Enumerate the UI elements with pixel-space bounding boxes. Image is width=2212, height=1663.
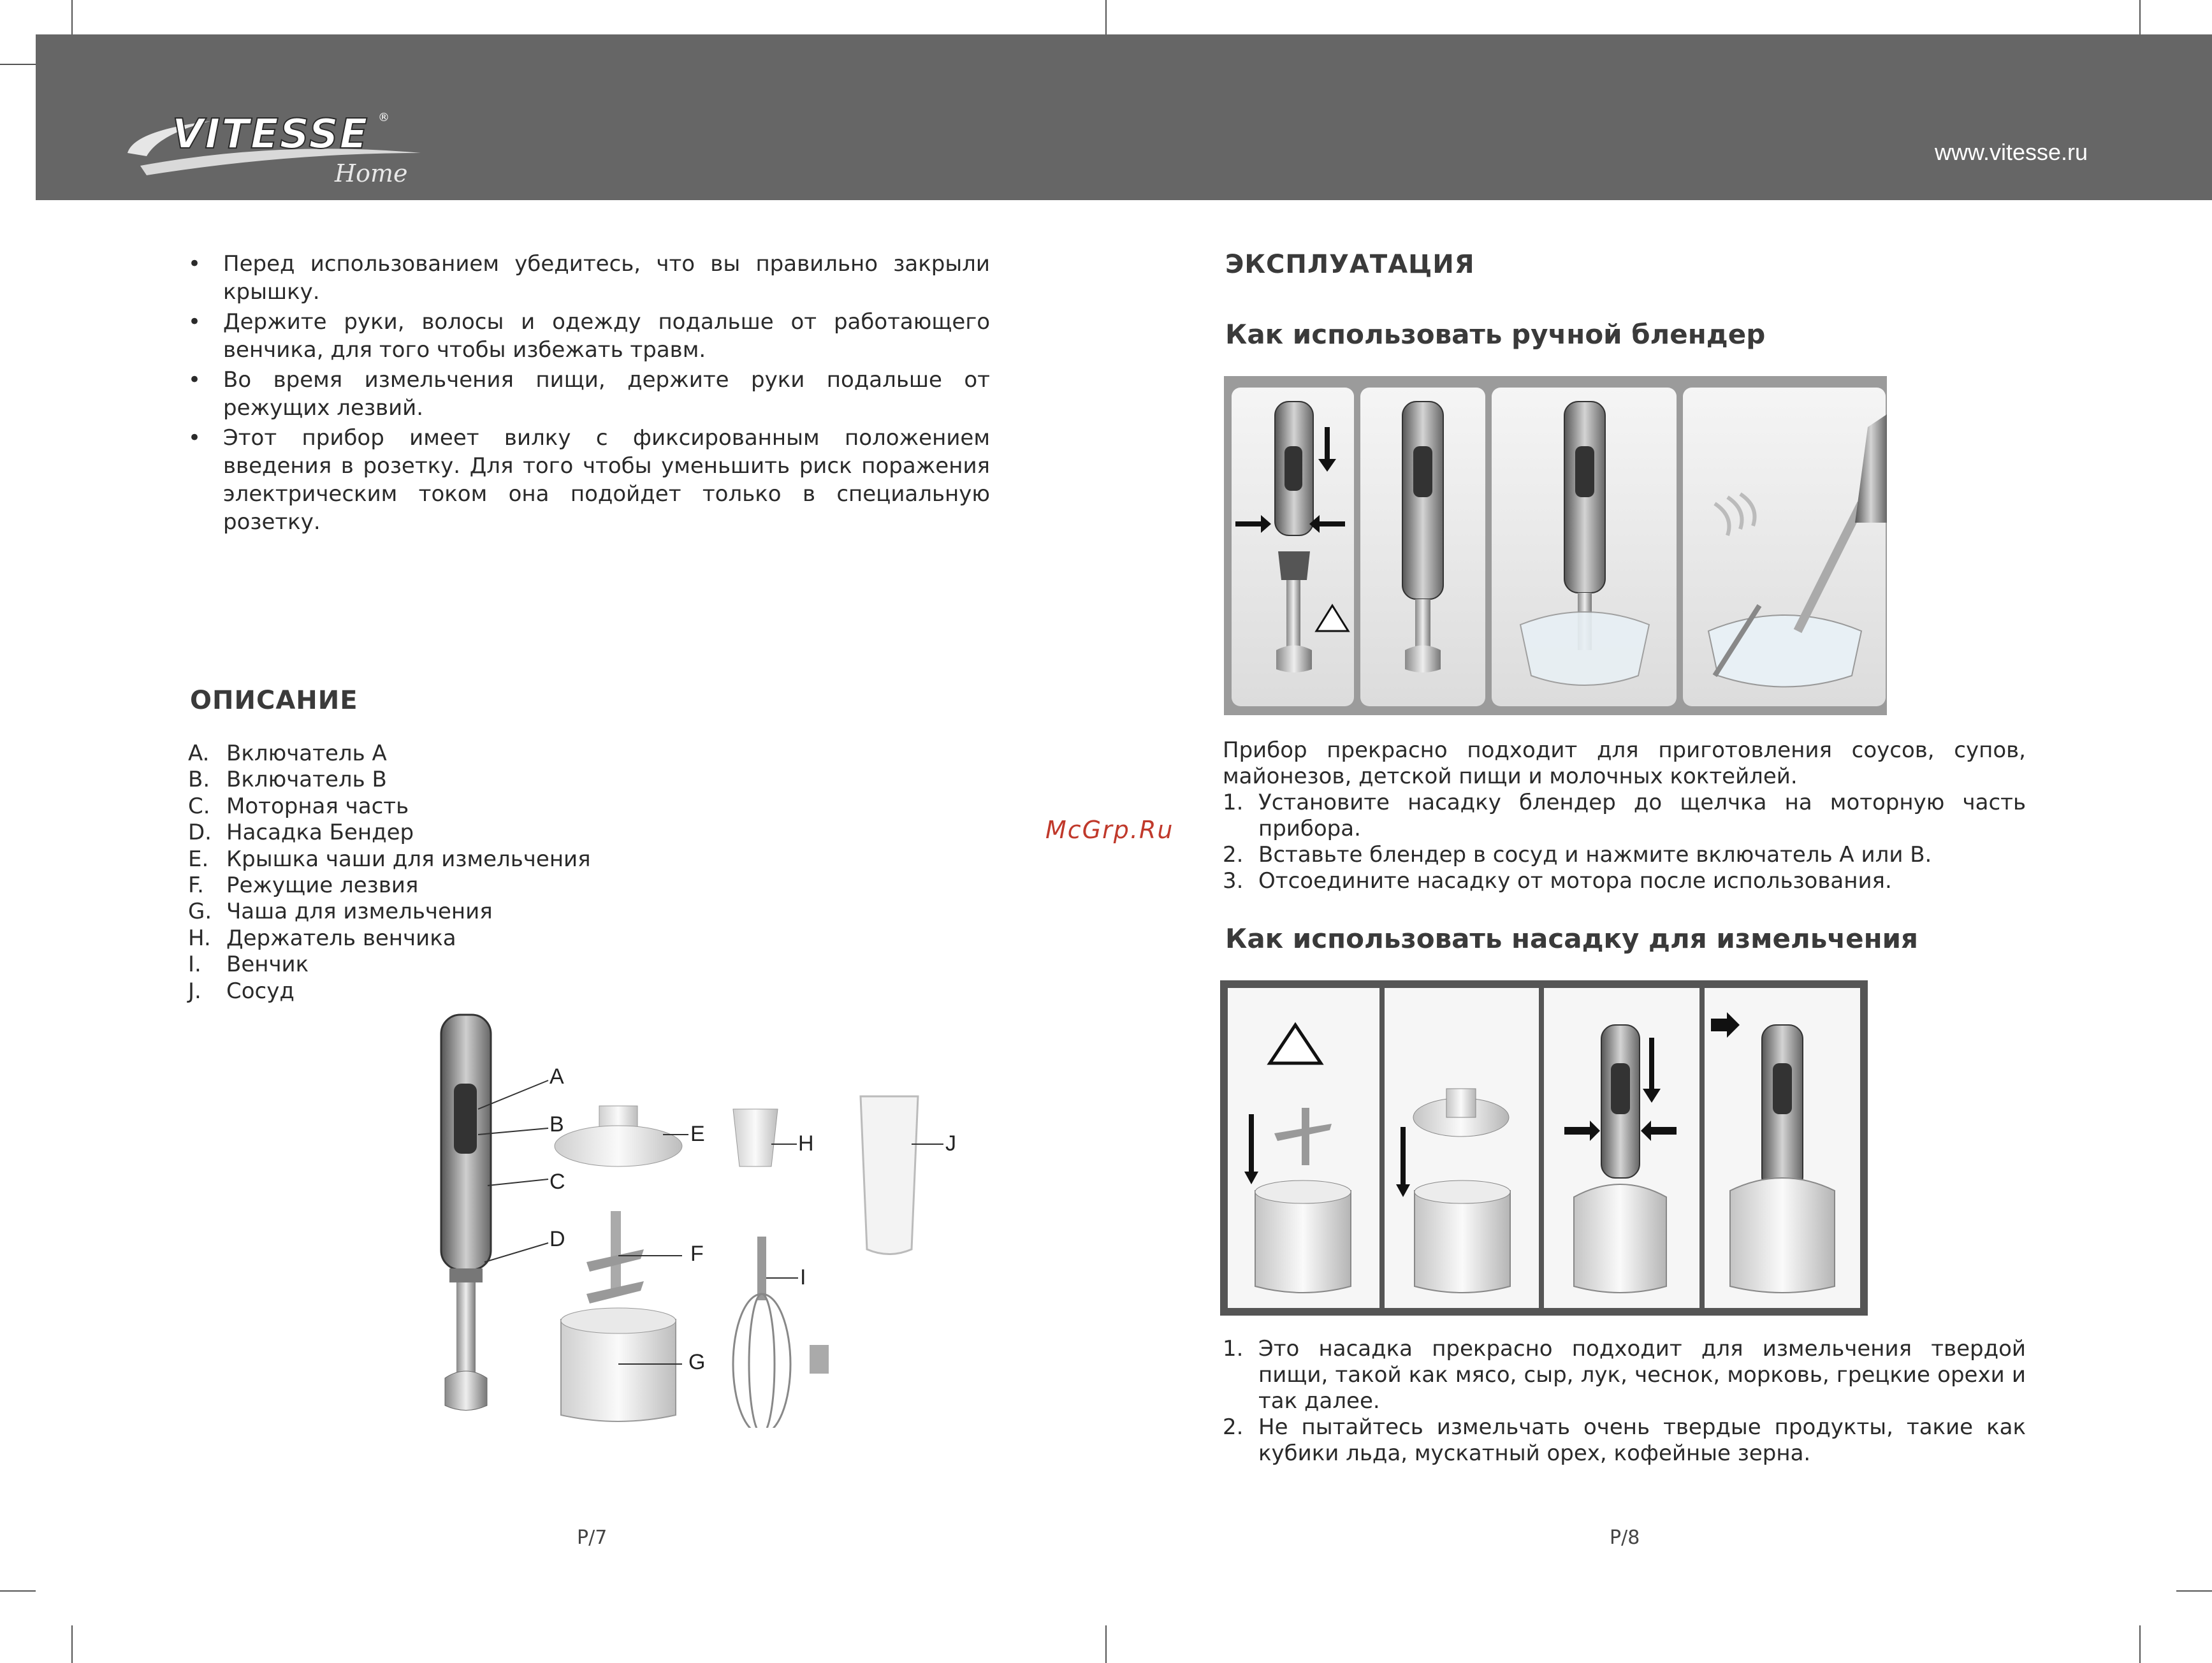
safety-bullet-list — [188, 250, 990, 538]
crop-mark — [2139, 1625, 2141, 1663]
list-item: • Перед использованием убедитесь, что вы правильно закрыли крышку. — [188, 250, 990, 306]
vitesse-logo — [121, 96, 427, 191]
chopper-steps-list — [1223, 1336, 2026, 1467]
svg-text:Home: Home — [335, 159, 408, 187]
diagram-label-f: F — [690, 1242, 704, 1266]
list-item: 2. Вставьте блендер в сосуд и нажмите включатель A или B. — [1223, 842, 1932, 868]
svg-text:®: ® — [378, 111, 389, 124]
blender-steps-list — [1223, 790, 2026, 894]
diagram-label-g: G — [688, 1350, 706, 1374]
crop-mark — [0, 64, 36, 65]
list-item: • Держите руки, волосы и одежду подальше от работающего венчика, для того чтобы избежать травм. — [188, 308, 990, 364]
diagram-label-a: A — [549, 1064, 564, 1089]
crop-mark — [2139, 0, 2141, 34]
list-item: I. Венчик — [188, 952, 309, 978]
watermark: McGrp.Ru — [1045, 816, 1174, 844]
chopper-usage-figure — [1220, 980, 1868, 1316]
description-title: ОПИСАНИЕ — [190, 686, 358, 715]
list-item: E. Крышка чаши для измельчения — [188, 846, 591, 872]
diagram-label-h: H — [798, 1131, 814, 1156]
crop-mark — [0, 1590, 36, 1592]
list-item: B. Включатель B — [188, 767, 387, 793]
crop-mark — [2176, 1590, 2212, 1592]
diagram-label-e: E — [690, 1122, 705, 1146]
list-item: J. Сосуд — [188, 978, 295, 1004]
blender-usage-figure — [1224, 376, 1887, 715]
diagram-label-d: D — [549, 1227, 565, 1251]
svg-text:VITESSE: VITESSE — [172, 111, 369, 158]
blender-intro-text: Прибор прекрасно подходит для приготовления соусов, супов, майонезов, детской пищи и молочных коктейлей. — [1223, 737, 2026, 789]
blender-usage-illustration — [1224, 376, 1887, 715]
list-item: • Этот прибор имеет вилку с фиксированным положением введения в розетку. Для того чтобы уменьшить риск поражения электрическим током она подойдет только в специальную розетку. — [188, 424, 990, 536]
list-item: A. Включатель A — [188, 741, 387, 766]
diagram-label-c: C — [549, 1170, 565, 1194]
list-item: • Во время измельчения пищи, держите руки подальше от режущих лезвий. — [188, 366, 990, 422]
section-title: ЭКСПЛУАТАЦИЯ — [1225, 250, 1475, 279]
crop-mark — [1105, 1625, 1107, 1663]
diagram-label-i: I — [800, 1265, 806, 1289]
chopper-usage-illustration — [1220, 980, 1868, 1316]
crop-mark — [71, 0, 73, 34]
blender-title: Как использовать ручной блендер — [1225, 319, 1766, 350]
list-item: 2. Не пытайтесь измельчать очень твердые продукты, такие как кубики льда, мускатный орех, кофейные зерна. — [1223, 1414, 2026, 1466]
list-item: 1. Это насадка прекрасно подходит для измельчения твердой пищи, такой как мясо, сыр, лук, чеснок, морковь, грецкие орехи и так далее. — [1223, 1336, 2026, 1414]
list-item: H. Держатель венчика — [188, 925, 456, 951]
parts-diagram — [408, 1007, 1001, 1428]
list-item: 1. Установите насадку блендер до щелчка на моторную часть прибора. — [1223, 790, 2026, 841]
diagram-label-b: B — [549, 1112, 564, 1137]
list-item: F. Режущие лезвия — [188, 873, 419, 899]
website-url[interactable]: www.vitesse.ru — [1935, 139, 2088, 165]
diagram-label-j: J — [945, 1131, 956, 1156]
chopper-title: Как использовать насадку для измельчения — [1225, 923, 1919, 954]
list-item: D. Насадка Бендер — [188, 820, 414, 846]
description-list — [188, 741, 591, 1005]
crop-mark — [71, 1625, 73, 1663]
page-number-right: P/8 — [1610, 1527, 1640, 1549]
page-number-left: P/7 — [577, 1527, 608, 1549]
crop-mark — [1105, 0, 1107, 34]
list-item: G. Чаша для измельчения — [188, 899, 493, 925]
list-item: 3. Отсоедините насадку от мотора после использования. — [1223, 868, 1892, 894]
list-item: C. Моторная часть — [188, 793, 409, 819]
